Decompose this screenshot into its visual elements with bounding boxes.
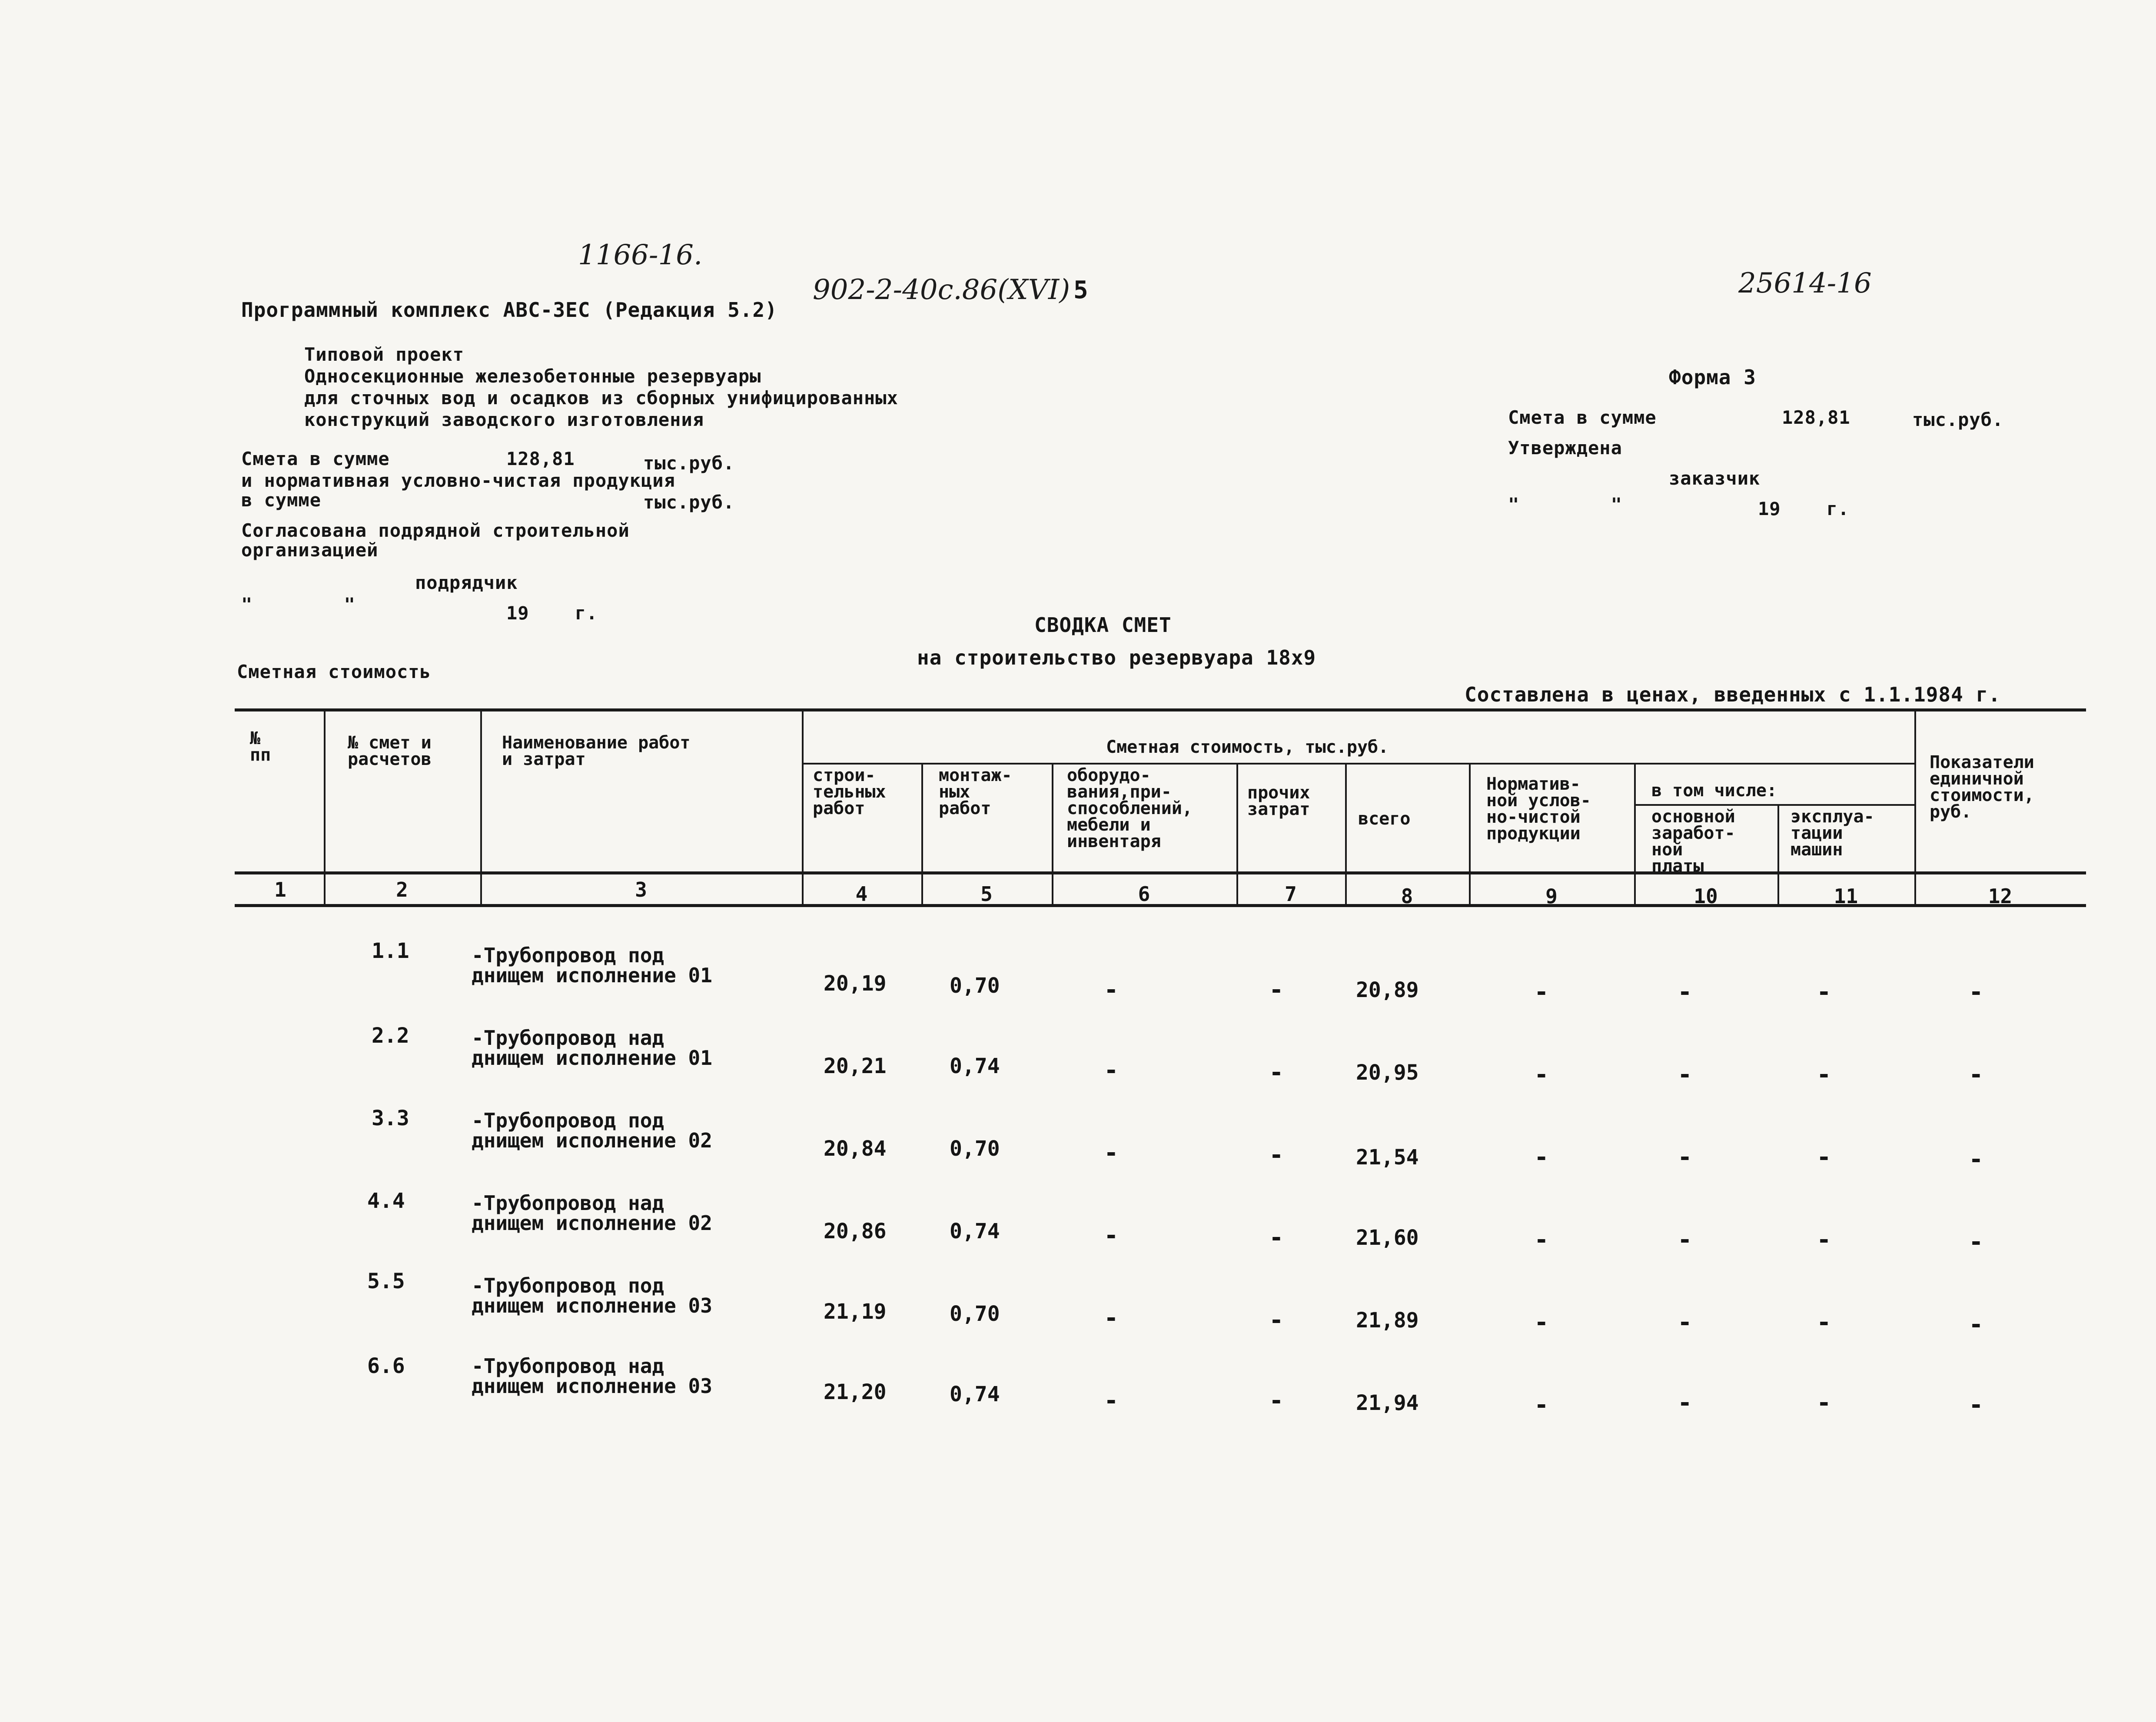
col-number-2: 2: [396, 878, 408, 901]
row-total: 20,95: [1356, 1060, 1419, 1085]
header-subgroup: в том числе:: [1651, 781, 1777, 801]
header-other: прочих затрат: [1247, 783, 1310, 819]
row-indicator: -: [1969, 1060, 1983, 1089]
row-construction: 20,21: [824, 1054, 887, 1078]
row-total: 21,89: [1356, 1308, 1419, 1333]
row-name: -Трубопровод над днищем исполнение 01: [472, 1026, 712, 1070]
row-norm: -: [1534, 1060, 1549, 1089]
left-agreed-line-2: организацией: [241, 539, 379, 561]
handwritten-archive-number: 25614-16: [1738, 267, 1872, 299]
row-number: 5.5: [367, 1269, 405, 1293]
project-line-3: конструкций заводского изготовления: [304, 409, 704, 430]
col-number-6: 6: [1138, 882, 1150, 906]
header-construction: строи- тельных работ: [813, 765, 886, 818]
row-installation: 0,70: [950, 974, 1000, 998]
summary-subtitle: на строительство резервуара 18х9: [917, 646, 1316, 669]
row-other: -: [1269, 1223, 1284, 1252]
left-year: 19 г.: [506, 602, 598, 624]
row-installation: 0,74: [950, 1382, 1000, 1406]
header-unit-cost: Показатели единичной стоимости, руб.: [1930, 752, 2034, 822]
left-estimate-value: 128,81: [506, 448, 575, 469]
row-norm: -: [1534, 1391, 1549, 1419]
row-other: -: [1269, 1306, 1284, 1334]
left-estimate-unit: тыс.руб.: [643, 452, 735, 474]
row-wage: -: [1678, 1308, 1692, 1336]
row-wage: -: [1678, 1143, 1692, 1171]
row-wage: -: [1678, 1060, 1692, 1089]
row-total: 20,89: [1356, 978, 1419, 1002]
row-number: 4.4: [367, 1189, 405, 1213]
row-wage: -: [1678, 978, 1692, 1006]
row-wage: -: [1678, 1226, 1692, 1254]
left-norm-label-2: в сумме: [241, 489, 322, 511]
left-estimate-label: Смета в сумме: [241, 448, 390, 469]
row-indicator: -: [1969, 1228, 1983, 1256]
project-title: Типовой проект: [304, 344, 465, 365]
row-construction: 21,20: [824, 1380, 887, 1404]
header-machines: эксплуа- тации машин: [1791, 807, 1874, 860]
row-machines: -: [1817, 1060, 1831, 1089]
row-total: 21,94: [1356, 1391, 1419, 1415]
row-other: -: [1269, 976, 1284, 1004]
row-number: 3.3: [372, 1106, 409, 1130]
right-estimate-label: Смета в сумме: [1508, 407, 1657, 428]
row-indicator: -: [1969, 1310, 1983, 1339]
col-number-8: 8: [1401, 884, 1413, 908]
header-installation: монтаж- ных работ: [939, 765, 1012, 818]
right-estimate-value: 128,81: [1782, 407, 1850, 428]
row-name: -Трубопровод под днищем исполнение 03: [472, 1274, 712, 1317]
row-norm: -: [1534, 978, 1549, 1006]
handwritten-series-number: 902-2-40с.86(XVI): [813, 274, 1070, 306]
row-equipment: -: [1104, 1221, 1119, 1250]
left-contractor-label: подрядчик: [415, 572, 518, 593]
row-total: 21,54: [1356, 1145, 1419, 1170]
row-machines: -: [1817, 1143, 1831, 1171]
right-approved-label: Утверждена: [1508, 437, 1622, 459]
project-line-2: для сточных вод и осадков из сборных унифицированных: [304, 387, 898, 409]
row-norm: -: [1534, 1308, 1549, 1336]
row-norm: -: [1534, 1226, 1549, 1254]
row-total: 21,60: [1356, 1226, 1419, 1250]
col-number-5: 5: [980, 882, 993, 906]
header-equipment: оборудо- вания,при- способлений, мебели и инвентаря: [1067, 765, 1193, 851]
row-number: 6.6: [367, 1354, 405, 1378]
col-number-11: 11: [1834, 884, 1858, 908]
row-installation: 0,70: [950, 1302, 1000, 1326]
col-number-12: 12: [1988, 884, 2013, 908]
left-norm-label: и нормативная условно-чистая продукция: [241, 470, 675, 491]
page-number: 5: [1073, 276, 1089, 304]
row-name: -Трубопровод над днищем исполнение 02: [472, 1191, 712, 1235]
col-number-4: 4: [855, 882, 868, 906]
header-wages: основной заработ- ной платы: [1651, 807, 1735, 876]
row-installation: 0,74: [950, 1054, 1000, 1078]
estimated-cost-label: Сметная стоимость: [237, 661, 431, 682]
row-construction: 20,84: [824, 1137, 887, 1161]
row-other: -: [1269, 1141, 1284, 1169]
row-equipment: -: [1104, 1386, 1119, 1415]
col-number-7: 7: [1285, 882, 1297, 906]
row-machines: -: [1817, 1226, 1831, 1254]
form-number: Форма 3: [1669, 366, 1756, 389]
row-indicator: -: [1969, 1391, 1983, 1419]
row-name: -Трубопровод под днищем исполнение 02: [472, 1109, 712, 1152]
project-line-1: Односекционные железобетонные резервуары: [304, 366, 761, 387]
row-other: -: [1269, 1386, 1284, 1415]
row-indicator: -: [1969, 1145, 1983, 1173]
row-machines: -: [1817, 1308, 1831, 1336]
header-norm-product: Норматив- ной услов- но-чистой продукции: [1486, 774, 1591, 844]
row-number: 2.2: [372, 1024, 409, 1048]
prices-note: Составлена в ценах, введенных с 1.1.1984 г.: [1465, 683, 2001, 706]
summary-title: СВОДКА СМЕТ: [1034, 613, 1172, 637]
right-year: 19 г.: [1758, 498, 1850, 519]
left-date-quotes: " ": [241, 594, 355, 615]
row-installation: 0,70: [950, 1137, 1000, 1161]
header-cost-group: Сметная стоимость, тыс.руб.: [1106, 737, 1389, 757]
row-number: 1.1: [372, 939, 409, 963]
row-construction: 20,86: [824, 1219, 887, 1243]
row-construction: 20,19: [824, 971, 887, 996]
row-norm: -: [1534, 1143, 1549, 1171]
left-agreed-line-1: Согласована подрядной строительной: [241, 520, 630, 541]
right-estimate-unit: тыс.руб.: [1912, 409, 2004, 430]
col-number-9: 9: [1545, 884, 1558, 908]
row-equipment: -: [1104, 1139, 1119, 1167]
row-equipment: -: [1104, 976, 1119, 1004]
header-work-name: Наименование работ и затрат: [502, 733, 691, 769]
program-name: Программный комплекс АВС-ЗЕС (Редакция 5.2): [241, 298, 777, 322]
row-wage: -: [1678, 1389, 1692, 1417]
row-indicator: -: [1969, 978, 1983, 1006]
left-norm-unit: тыс.руб.: [643, 492, 735, 513]
col-number-1: 1: [274, 878, 286, 901]
col-number-10: 10: [1694, 884, 1718, 908]
col-number-3: 3: [635, 878, 647, 901]
header-row-number: № пп: [250, 728, 271, 765]
row-other: -: [1269, 1058, 1284, 1087]
right-customer-label: заказчик: [1669, 468, 1761, 489]
header-total: всего: [1358, 809, 1411, 829]
row-installation: 0,74: [950, 1219, 1000, 1243]
row-name: -Трубопровод над днищем исполнение 03: [472, 1354, 712, 1398]
right-date-quotes: " ": [1508, 494, 1622, 515]
row-name: -Трубопровод под днищем исполнение 01: [472, 944, 712, 987]
row-construction: 21,19: [824, 1300, 887, 1324]
header-estimate-number: № смет и расчетов: [348, 733, 432, 769]
row-equipment: -: [1104, 1056, 1119, 1084]
row-machines: -: [1817, 1389, 1831, 1417]
handwritten-doc-number: 1166-16.: [578, 239, 703, 271]
row-equipment: -: [1104, 1304, 1119, 1332]
row-machines: -: [1817, 978, 1831, 1006]
